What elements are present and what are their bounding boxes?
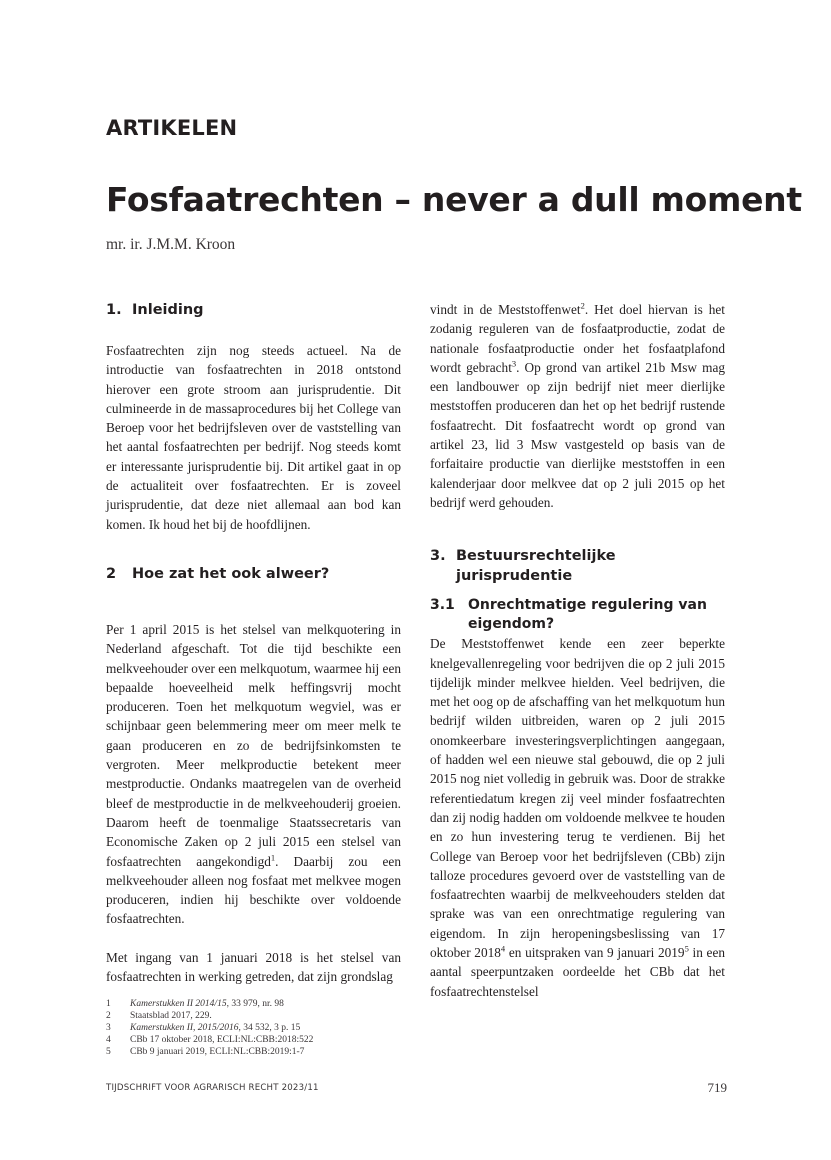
text-run: . Het doel hiervan is het zodanig reguleren van de fosfaatproductie, zodat de nationale fosfaatproductie onder het fosfaatplafond wordt gebracht: [430, 302, 725, 375]
footnote: [106, 1010, 506, 1022]
article-title: Fosfaatrechten – never a dull moment: [106, 180, 802, 219]
citation-italic: Kamerstukken II 2014/15: [130, 999, 227, 1009]
footnotes: [106, 998, 506, 1058]
subsection-number: 3.1: [430, 597, 455, 614]
footnote-text: Staatsblad 2017, 229.: [130, 1011, 212, 1021]
footnote-text: [130, 1022, 300, 1034]
footnote-ref: 4: [500, 943, 506, 954]
section-label: ARTIKELEN: [106, 116, 238, 140]
footnote: [106, 1046, 506, 1058]
section-1-heading: [106, 300, 401, 320]
footnote: [106, 998, 506, 1010]
citation-rest: , 34 532, 3 p. 15: [238, 1023, 301, 1033]
footnote-text: [130, 998, 284, 1010]
footnote: [106, 1022, 506, 1034]
page-number: 719: [707, 1080, 727, 1095]
footnote-ref: 5: [684, 943, 689, 954]
paragraph: Met ingang van 1 januari 2018 is het stelsel van fosfaatrechten in werking getreden, dat zijn grondslag: [106, 949, 401, 985]
text-run: De Meststoffenwet kende een zeer beperkte knelgevallenregeling voor bedrijven die op 2 juli 2015 tijdelijk minder melkvee hielden. Veel bedrijven, die met het oog op de afschaffing van het melkquotum hun bedrijf wilden uitbreiden, waren op 2 juli 2015 onomkeerbare investeringsverplichtingen aangegaan, of hadden wel een nieuwe stal gebouwd, die op 2 juli 2015 nog niet volledig in gebruik was. Door de strakke referentiedatum kregen zij veel minder fosfaatrechten dan zij nodig hadden om voldoende melkvee te houden en zo hun investering terug te verdienen. Bij het College van Beroep voor het bedrijfsleven (CBb) zijn talloze procedures gevoerd over de vaststelling van de fosfaatrechten waarbij de melkveehouders stelden dat sprake was van een onrechtmatige regulering van eigendom. In zijn heropeningsbeslissing van 17 oktober 2018: [430, 636, 725, 961]
paragraph: Fosfaatrechten zijn nog steeds actueel. Na de introductie van fosfaatrechten in 2018 ontstond hierover een grote stroom aan jurisprudentie. Dit culmineerde in de massaprocedures bij het College van Beroep voor het bedrijfsleven over de vaststelling van het aantal fosfaatrechten per bedrijf. Nog steeds komt er interessante jurisprudentie bij. Dit artikel gaat in op de actualiteit over fosfaatrechten. Er is zoveel jurisprudentie, dat deze niet allemaal aan bod kan komen. Ik houd het bij de hoofdlijnen.: [106, 343, 401, 532]
citation-italic: Kamerstukken II, 2015/2016: [130, 1023, 239, 1033]
citation-rest: , 33 979, nr. 98: [226, 999, 284, 1009]
paragraph: [430, 634, 725, 1001]
journal-footer: TIJDSCHRIFT VOOR AGRARISCH RECHT 2023/11: [106, 1083, 319, 1093]
footnote-number: 2: [106, 1011, 111, 1021]
paragraph: [430, 300, 725, 512]
footnote-ref: 3: [511, 358, 517, 369]
paragraph: [106, 620, 401, 929]
left-column: [106, 300, 401, 986]
author: mr. ir. J.M.M. Kroon: [106, 236, 236, 253]
footnote-number: 4: [106, 1035, 111, 1045]
footnote-text: CBb 17 oktober 2018, ECLI:NL:CBB:2018:522: [130, 1035, 314, 1045]
section-title: Hoe zat het ook alweer?: [132, 565, 330, 582]
section-number: 2: [106, 565, 117, 582]
section-title: Bestuursrechtelijke jurisprudentie: [456, 548, 616, 585]
text-run: . Op grond van artikel 21b Msw mag een landbouwer op zijn bedrijf niet meer dierlijke meststoffen produceren dan het op het bedrijf rustende fosfaatrecht. Dit fosfaatrecht wordt op grond van artikel 23, lid 3 Msw vastgesteld op basis van de forfaitaire productie van dierlijke meststoffen in een kalenderjaar door melkvee dat op 2 juli 2015 op het bedrijf werd gehouden.: [430, 359, 725, 510]
right-column: [430, 300, 725, 1001]
text-run: in een aantal speerpuntzaken oordeelde het CBb dat het fosfaatrechtenstelsel: [430, 945, 725, 999]
text-run: . Daarbij zou een melkveehouder alleen nog fosfaat met melkvee mogen produceren, indien hij beschikte over voldoende fosfaatrechten.: [106, 853, 401, 927]
footnote-ref: 1: [270, 852, 276, 863]
subsection-3-1-heading: [430, 596, 725, 634]
footnote-number: 3: [106, 1023, 111, 1033]
footnote-number: 1: [106, 999, 111, 1009]
footnote-text: CBb 9 januari 2019, ECLI:NL:CBB:2019:1-7: [130, 1047, 305, 1057]
text-run: en uitspraken van 9 januari 2019: [505, 945, 685, 961]
subsection-title: Onrechtmatige regulering van eigendom?: [468, 597, 707, 633]
section-number: 3.: [430, 548, 446, 565]
text-run: vindt in de Meststoffenwet: [430, 302, 581, 317]
section-2-heading: [106, 564, 401, 584]
section-3-heading: [430, 546, 725, 586]
section-number: 1.: [106, 302, 122, 318]
section-title: Inleiding: [132, 302, 204, 318]
footnote-number: 5: [106, 1047, 111, 1057]
footnote: [106, 1034, 506, 1046]
text-run: Per 1 april 2015 is het stelsel van melkquotering in Nederland afgeschaft. Tot die tijd beschikte een melkveehouder over een melkquotum, waarmee hij een bepaalde hoeveelheid melk heffingsvrij mocht produceren. Toen het melkquotum wegviel, was er schijnbaar geen belemmering meer om meer melk te gaan produceren en zo de bedrijfsinkomsten te vergroten. Meer melkproductie betekent meer mestproductie. Ondanks maatregelen van de overheid bleef de mestproductie in de melkveehouderij groeien. Daarom heeft de toenmalige Staatssecretaris van Economische Zaken op 2 juli 2015 een stelsel van fosfaatrechten aangekondigd: [106, 621, 401, 869]
footnote-ref: 2: [580, 300, 585, 311]
